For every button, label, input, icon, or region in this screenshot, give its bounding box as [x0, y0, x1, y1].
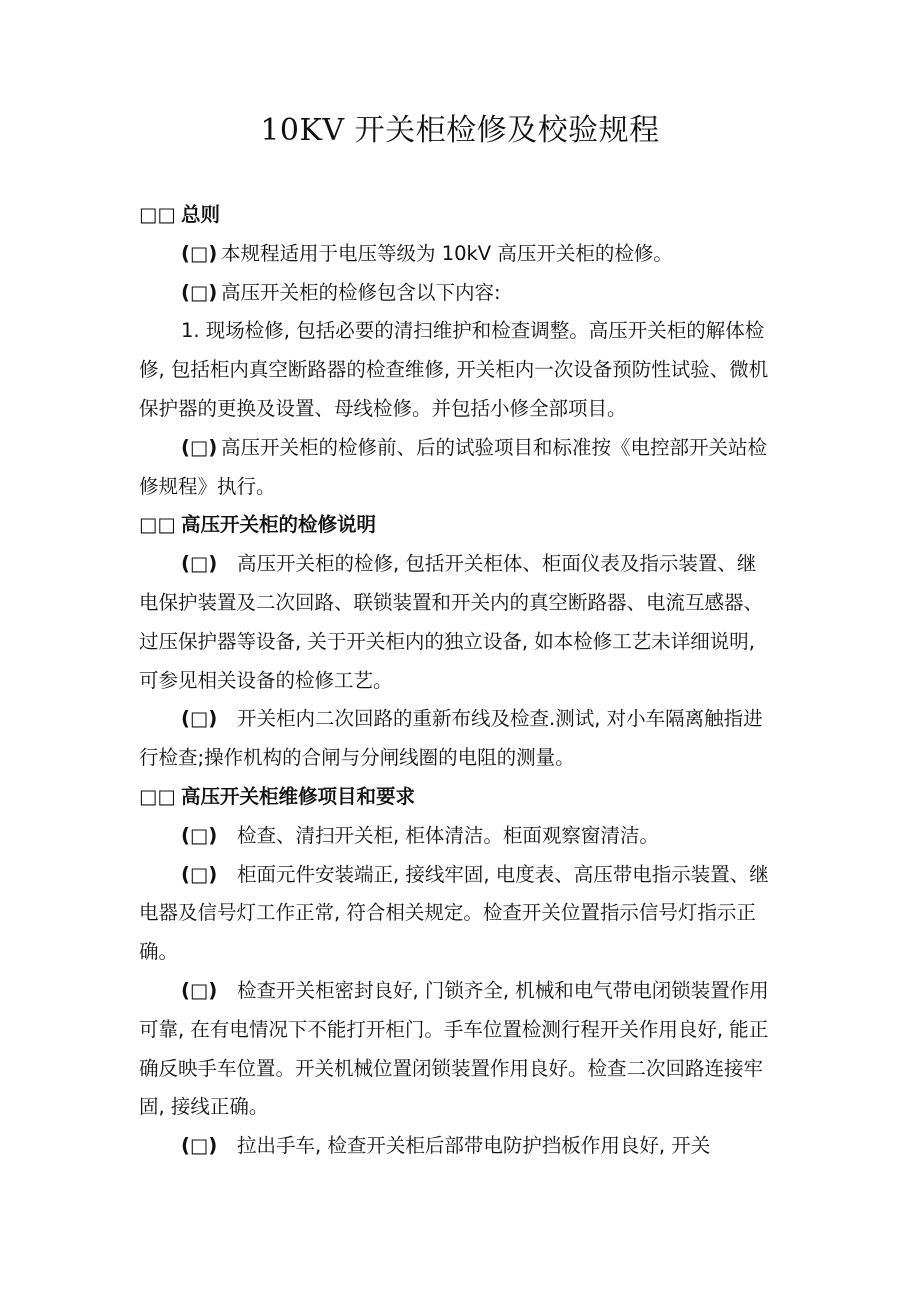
- paragraph-text: 高压开关柜的检修包含以下内容:: [221, 280, 501, 304]
- section-title: 高压开关柜的检修说明: [181, 513, 377, 537]
- paragraph: [139, 700, 775, 778]
- paragraph-text: 检查开关柜密封良好, 门锁齐全, 机械和电气带电闭锁装置作用可靠, 在有电情况下不能打开柜门。手车位置检测行程开关作用良好, 能正确反映手车位置。开关机械位置闭锁装置作用良好。检查二次回路连接牢固, 接线正确。: [139, 978, 769, 1119]
- section-title: 总则: [181, 203, 221, 226]
- item-number: (□): [181, 707, 218, 731]
- section-number: □□: [139, 203, 176, 226]
- section-heading: [139, 778, 775, 817]
- section-title: 高压开关柜维修项目和要求: [181, 784, 416, 808]
- item-number: (□): [181, 978, 218, 1002]
- section-number: □□: [139, 513, 176, 537]
- item-number: (□): [181, 241, 218, 265]
- paragraph: [139, 429, 775, 507]
- paragraph-text: 本规程适用于电压等级为 10kV 高压开关柜的检修。: [221, 241, 673, 265]
- paragraph-text: 检查、清扫开关柜, 柜体清洁。柜面观察窗清洁。: [237, 823, 659, 847]
- item-number: (□): [181, 862, 218, 886]
- paragraph-text: 高压开关柜的检修, 包括开关柜体、柜面仪表及指示装置、继电保护装置及二次回路、联锁装置和开关内的真空断路器、电流互感器、过压保护器等设备, 关于开关柜内的独立设备, 如本检修工艺未详细说明, 可参见相关设备的检修工艺。: [139, 552, 764, 692]
- paragraph: [139, 856, 775, 972]
- paragraph-text: 开关柜内二次回路的重新布线及检查.测试, 对小车隔离触指进行检查;操作机构的合闸与分闸线圈的电阻的测量。: [139, 707, 763, 770]
- paragraph: [139, 817, 775, 856]
- paragraph: [139, 1127, 775, 1166]
- paragraph-text: 1. 现场检修, 包括必要的清扫维护和检查调整。高压开关柜的解体检修, 包括柜内真空断路器的检查维修, 开关柜内一次设备预防性试验、微机保护器的更换及设置、母线检修。并包括小修全部项目。: [139, 319, 769, 420]
- section-number: □□: [139, 784, 176, 808]
- paragraph-text: 拉出手车, 检查开关柜后部带电防护挡板作用良好, 开关: [237, 1134, 711, 1158]
- item-number: (□): [181, 280, 218, 304]
- document-body: [139, 196, 775, 1166]
- paragraph: [139, 312, 775, 428]
- section-heading: [139, 506, 775, 545]
- section-heading: [139, 196, 775, 235]
- item-number: (□): [181, 435, 218, 459]
- paragraph-text: 柜面元件安装端正, 接线牢固, 电度表、高压带电指示装置、继电器及信号灯工作正常, 符合相关规定。检查开关位置指示信号灯指示正确。: [139, 862, 769, 964]
- item-number: (□): [181, 552, 218, 576]
- paragraph: [139, 274, 775, 313]
- item-number: (□): [181, 823, 218, 847]
- paragraph: [139, 545, 775, 700]
- item-number: (□): [181, 1134, 218, 1158]
- paragraph-text: 高压开关柜的检修前、后的试验项目和标准按《电控部开关站检修规程》执行。: [139, 435, 768, 498]
- paragraph: [139, 235, 775, 274]
- paragraph: [139, 972, 775, 1127]
- document-title: 10KV 开关柜检修及校验规程: [260, 113, 660, 148]
